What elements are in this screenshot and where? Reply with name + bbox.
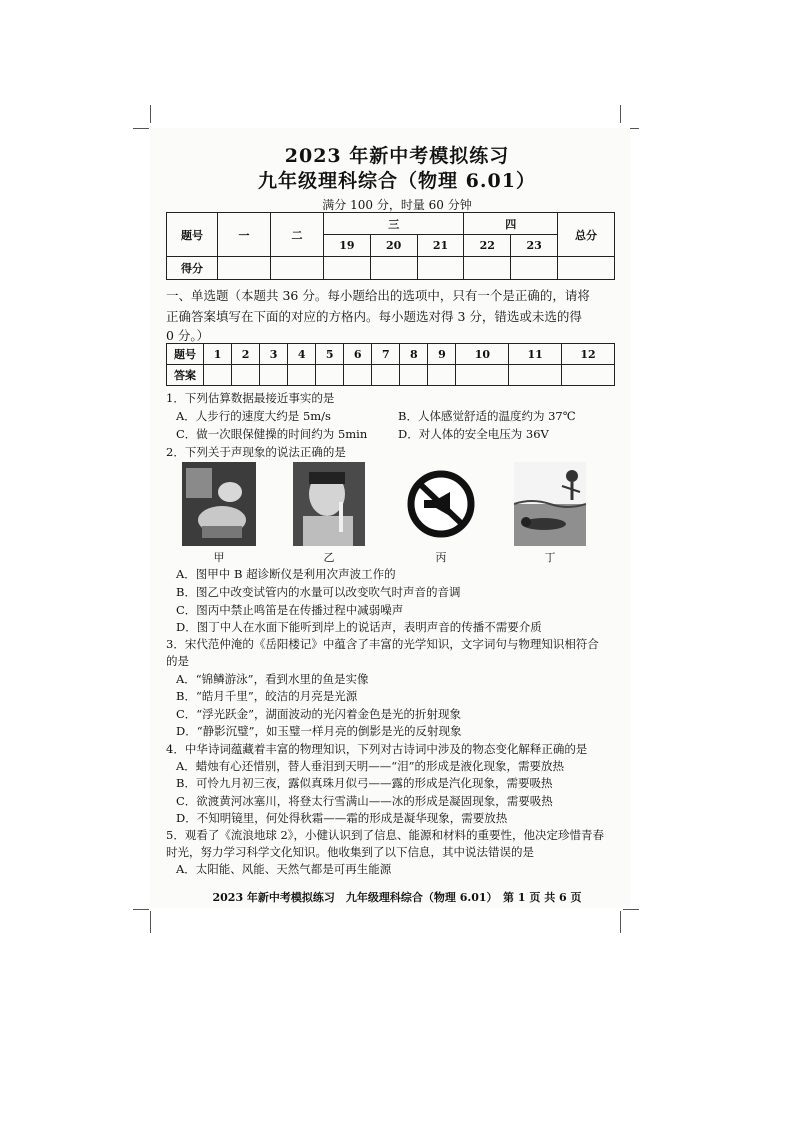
crop-mark — [620, 105, 621, 123]
underwater-listening-photo — [514, 462, 586, 546]
answer-cell[interactable] — [562, 365, 615, 386]
question-2-option-a: A．图甲中 B 超诊断仪是利用次声波工作的 — [176, 567, 396, 581]
answer-number: 4 — [288, 344, 316, 365]
question-3-stem: 3．宋代范仲淹的《岳阳楼记》中蕴含了丰富的光学知识，文字词句与物理知识相符合 — [166, 637, 599, 651]
answer-cell[interactable] — [204, 365, 232, 386]
answer-cell[interactable] — [509, 365, 562, 386]
answer-number: 2 — [232, 344, 260, 365]
score-cell[interactable] — [417, 257, 464, 280]
section-intro-line: 一、单选题（本题共 36 分。每小题给出的选项中，只有一个是正确的，请将 — [166, 288, 590, 303]
answer-number: 5 — [316, 344, 344, 365]
answer-number: 7 — [372, 344, 400, 365]
score-col-2: 二 — [271, 213, 324, 257]
score-table-header-number: 题号 — [167, 213, 218, 257]
answer-table-header-answer: 答案 — [167, 365, 204, 386]
score-cell[interactable] — [324, 257, 371, 280]
question-3-option-c: C．“浮光跃金”，湖面波动的光闪着金色是光的折射现象 — [176, 707, 462, 721]
answer-number: 11 — [509, 344, 562, 365]
answer-number: 8 — [400, 344, 428, 365]
question-2-stem: 2．下列关于声现象的说法正确的是 — [166, 445, 346, 459]
answer-number: 10 — [456, 344, 509, 365]
answer-number: 9 — [428, 344, 456, 365]
answer-cell[interactable] — [260, 365, 288, 386]
answer-table — [166, 343, 615, 386]
score-group-4: 四 — [464, 213, 558, 235]
question-3-option-a: A．“锦鳞游泳”，看到水里的鱼是实像 — [176, 672, 369, 686]
crop-mark — [150, 105, 151, 123]
image-caption: 乙 — [323, 551, 335, 564]
score-sub-col: 20 — [370, 235, 417, 257]
score-cell[interactable] — [511, 257, 558, 280]
answer-table-header-number: 题号 — [167, 344, 204, 365]
score-sub-col: 21 — [417, 235, 464, 257]
question-1-stem: 1．下列估算数据最接近事实的是 — [166, 391, 335, 405]
question-5-stem: 5．观看了《流浪地球 2》，小健认识到了信息、能源和材料的重要性，他决定珍惜青春 — [166, 828, 605, 842]
crop-mark — [133, 128, 149, 129]
question-2-option-d: D．图丁中人在水面下能听到岸上的说话声，表明声音的传播不需要介质 — [176, 620, 542, 634]
question-1-option-a: A．人步行的速度大约是 5m/s — [176, 409, 331, 423]
crop-mark — [623, 909, 639, 910]
question-4-stem: 4．中华诗词蕴藏着丰富的物理知识，下列对古诗词中涉及的物态变化解释正确的是 — [166, 742, 588, 756]
score-sub-col: 19 — [324, 235, 371, 257]
test-tube-photo — [293, 462, 365, 546]
exam-title: 2023 年新中考模拟练习 — [284, 145, 510, 167]
answer-cell[interactable] — [232, 365, 260, 386]
question-5-option-a: A．太阳能、风能、天然气都是可再生能源 — [176, 862, 392, 876]
score-col-1: 一 — [218, 213, 271, 257]
answer-number: 1 — [204, 344, 232, 365]
image-caption: 丁 — [544, 551, 556, 564]
image-caption: 甲 — [213, 551, 225, 564]
question-3-option-b: B．“皓月千里”，皎洁的月亮是光源 — [176, 689, 358, 703]
score-sub-col: 22 — [464, 235, 511, 257]
crop-mark — [133, 909, 149, 910]
question-1-option-c: C．做一次眼保健操的时间约为 5min — [176, 427, 368, 441]
ultrasound-photo — [182, 462, 256, 546]
image-caption: 丙 — [435, 551, 447, 564]
score-group-3: 三 — [324, 213, 464, 235]
question-2-option-c: C．图丙中禁止鸣笛是在传播过程中减弱噪声 — [176, 603, 404, 617]
score-cell[interactable] — [558, 257, 615, 280]
no-honking-sign-icon — [406, 464, 476, 544]
answer-cell[interactable] — [288, 365, 316, 386]
question-2-option-b: B．图乙中改变试管内的水量可以改变吹气时声音的音调 — [176, 585, 461, 599]
crop-mark — [620, 911, 621, 933]
crop-mark — [150, 911, 151, 933]
score-cell[interactable] — [218, 257, 271, 280]
answer-number: 6 — [344, 344, 372, 365]
exam-subtitle: 九年级理科综合（物理 6.01） — [258, 170, 536, 192]
score-cell[interactable] — [271, 257, 324, 280]
answer-number: 12 — [562, 344, 615, 365]
question-4-option-b: B．可怜九月初三夜，露似真珠月似弓——露的形成是汽化现象，需要吸热 — [176, 776, 553, 790]
answer-cell[interactable] — [372, 365, 400, 386]
question-3-stem-cont: 的是 — [166, 654, 189, 668]
question-1-option-d: D．对人体的安全电压为 36V — [398, 427, 549, 441]
section-intro-line: 正确答案填写在下面的对应的方格内。每小题选对得 3 分，错选或未选的得 — [166, 309, 582, 324]
answer-cell[interactable] — [316, 365, 344, 386]
score-sub-col: 23 — [511, 235, 558, 257]
answer-cell[interactable] — [428, 365, 456, 386]
question-4-option-c: C．欲渡黄河冰塞川，将登太行雪满山——冰的形成是凝固现象，需要吸热 — [176, 794, 553, 808]
answer-number: 3 — [260, 344, 288, 365]
score-cell[interactable] — [464, 257, 511, 280]
question-4-option-d: D．不知明镜里，何处得秋霜——霜的形成是凝华现象，需要放热 — [176, 811, 508, 825]
score-table — [166, 212, 615, 280]
answer-cell[interactable] — [400, 365, 428, 386]
section-intro-line: 0 分。） — [166, 328, 210, 343]
question-5-stem-cont: 时光，努力学习科学文化知识。他收集到了以下信息，其中说法错误的是 — [166, 845, 534, 859]
exam-info: 满分 100 分，时量 60 分钟 — [322, 198, 472, 212]
score-total: 总分 — [558, 213, 615, 257]
question-3-option-d: D．“静影沉璧”，如玉璧一样月亮的倒影是光的反射现象 — [176, 724, 462, 738]
question-1-option-b: B．人体感觉舒适的温度约为 37℃ — [398, 409, 576, 423]
score-table-header-score: 得分 — [167, 257, 218, 280]
answer-cell[interactable] — [344, 365, 372, 386]
page-footer: 2023 年新中考模拟练习 九年级理科综合（物理 6.01） 第 1 页 共 6 页 — [212, 891, 582, 904]
answer-cell[interactable] — [456, 365, 509, 386]
score-cell[interactable] — [370, 257, 417, 280]
question-4-option-a: A．蜡烛有心还惜别，替人垂泪到天明——“泪”的形成是液化现象，需要放热 — [176, 759, 565, 773]
